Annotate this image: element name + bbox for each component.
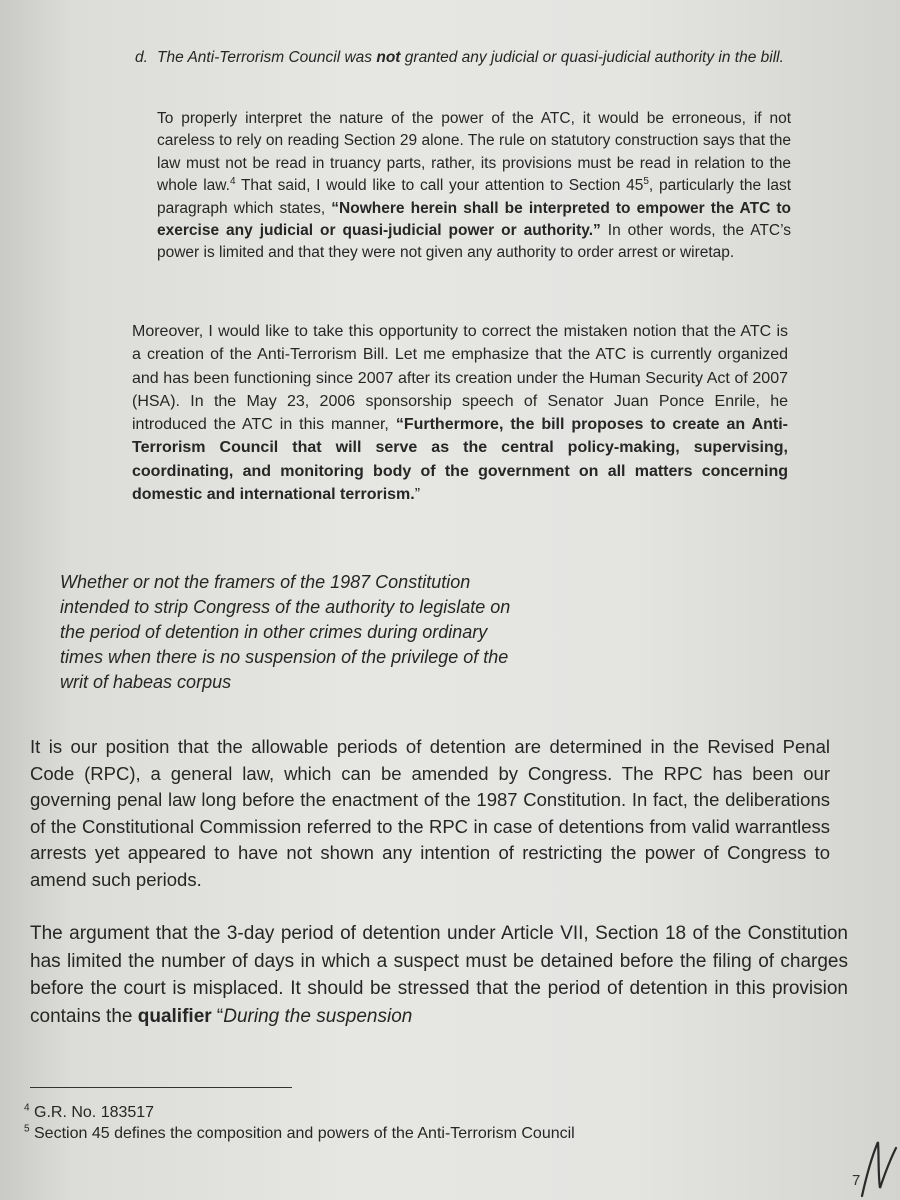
footnote-divider — [30, 1087, 292, 1088]
p1-quote: “Nowhere herein shall be interpreted to empower the ATC to exercise any judicial or quasi-judicial power or authority.” — [157, 199, 792, 240]
p2-text-2: ” — [414, 486, 421, 504]
section-d-item — [135, 46, 785, 69]
footnote-5-number: 5 — [24, 1123, 30, 1135]
paragraph-atc-power — [157, 108, 791, 265]
paragraph-atc-origin — [132, 320, 788, 506]
p4-text-2: “ — [211, 1005, 224, 1027]
page-number: 7 — [852, 1172, 861, 1189]
p4-italic: During the suspension — [223, 1005, 413, 1027]
section-d-emphasis: not — [376, 49, 401, 66]
footnote-4-number: 4 — [24, 1102, 30, 1114]
p2-text-1: Moreover, I would like to take this opportunity to correct the mistaken notion that the ATC is a creation of the Anti-Terrorism Bill. Let me emphasize that the ATC is currently organized and has been functioning since 2007 after its creation under the Human Security Act of 2007 (HSA). In the May 23, 2006 sponsorship speech of Senator Juan Ponce Enrile, he introduced the ATC in this manner, — [132, 323, 788, 434]
p1-text-2: That said, I would like to call your attention to Section 45 — [235, 177, 644, 195]
section-heading: Whether or not the framers of the 1987 Constitution intended to strip Congress of the authority to legislate on the period of detention in other crimes during ordinary times when there is no suspension of the privilege of the writ of habeas corpus — [60, 572, 511, 692]
footnote-4 — [24, 1103, 154, 1123]
footnote-5 — [24, 1124, 575, 1144]
p4-qualifier: qualifier — [137, 1005, 212, 1027]
p2-quote: “Furthermore, the bill proposes to create an Anti-Terrorism Council that will serve as the central policy-making, supervising, coordinating, and monitoring body of the government on all matters concerning domestic and international terrorism. — [132, 416, 788, 504]
p1-text-1: To properly interpret the nature of the power of the ATC, it would be erroneous, if not careless to rely on reading Section 29 alone. The rule on statutory construction says that the law must not be read in truancy parts, rather, its provisions must be read in relation to the whole law. — [157, 110, 791, 195]
section-d-text-1: The Anti-Terrorism Council was — [157, 49, 377, 66]
p1-text-4: In other words, the ATC’s power is limited and that they were not given any authority to order arrest or wiretap. — [157, 222, 791, 262]
section-d-text-2: granted any judicial or quasi-judicial authority in the bill. — [400, 49, 784, 66]
signature-mark — [858, 1138, 900, 1200]
paragraph-detention-argument — [30, 920, 848, 1030]
paragraph-rpc-position: It is our position that the allowable periods of detention are determined in the Revised Penal Code (RPC), a general law, which can be amended by Congress. The RPC has been our governing penal law long before the enactment of the 1987 Constitution. In fact, the deliberations of the Constitutional Commission referred to the RPC in case of detentions from valid warrantless arrests yet appeared to have not shown any intention of restricting the power of Congress to amend such periods. — [30, 736, 830, 890]
footnote-ref-4: 4 — [229, 176, 236, 188]
footnote-5-text: Section 45 defines the composition and powers of the Anti-Terrorism Council — [29, 1125, 575, 1142]
footnote-4-text: G.R. No. 183517 — [29, 1104, 155, 1121]
p4-text-1: The argument that the 3-day period of detention under Article VII, Section 18 of the Constitution has limited the number of days in which a suspect must be detained before the filing of charges before the court is misplaced. It should be stressed that the period of detention in this provision contains the — [30, 923, 848, 1027]
section-d-letter: d. — [135, 49, 148, 66]
p1-text-3: , particularly the last paragraph which states, — [157, 177, 791, 217]
footnote-ref-5: 5 — [643, 176, 649, 188]
